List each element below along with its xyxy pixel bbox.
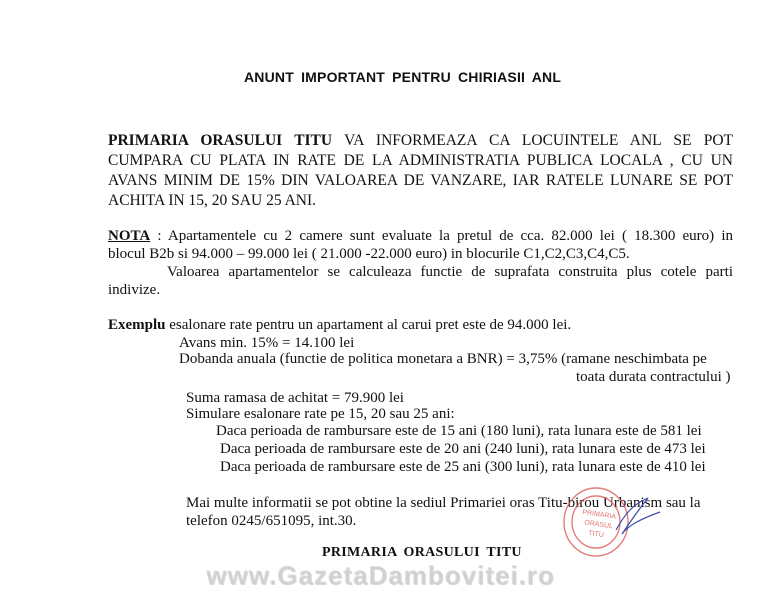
- exemplu-text: esalonare rate pentru un apartament al carui pret este de 94.000 lei.: [165, 317, 572, 333]
- rata-line-20: Daca perioada de rambursare este de 20 ani (240 luni), rata lunara este de 473 lei: [220, 441, 706, 457]
- nota-line4: indivize.: [108, 282, 161, 298]
- stamp-icon: [556, 482, 666, 562]
- nota-line3: Valoarea apartamentelor se calculeaza functie de suprafata construita plus cotele parti: [167, 264, 733, 280]
- exemplu-label: Exemplu: [108, 317, 166, 333]
- dobanda-line2: toata durata contractului ): [576, 369, 731, 385]
- info-line2: telefon 0245/651095, int.30.: [186, 513, 357, 529]
- intro-line3: AVANS MINIM DE 15% DIN VALOAREA DE VANZARE, IAR RATELE LUNARE SE POT: [108, 172, 733, 189]
- intro-paragraph: [108, 131, 733, 211]
- nota-line2: blocul B2b si 94.000 – 99.000 lei ( 21.000 -22.000 euro) in blocurile C1,C2,C3,C4,C5.: [108, 246, 630, 262]
- nota-line1: : Apartamentele cu 2 camere sunt evaluate la pretul de cca. 82.000 lei ( 18.300 euro) in: [150, 228, 733, 244]
- exemplu-line: [108, 316, 571, 334]
- nota-label: NOTA: [108, 228, 151, 244]
- intro-bold-lead: PRIMARIA ORASULUI TITU: [108, 132, 333, 149]
- svg-text:TITU: TITU: [587, 529, 605, 540]
- nota-paragraph: [108, 227, 733, 299]
- rata-line-15: Daca perioada de rambursare este de 15 ani (180 luni), rata lunara este de 581 lei: [216, 423, 702, 439]
- footer-signature: PRIMARIA ORASULUI TITU: [322, 545, 522, 560]
- intro-line2: CUMPARA CU PLATA IN RATE DE LA ADMINISTRATIA PUBLICA LOCALA , CU UN: [108, 152, 733, 169]
- dobanda-line: Dobanda anuala (functie de politica monetara a BNR) = 3,75% (ramane neschimbata pe: [179, 351, 707, 367]
- rata-line-25: Daca perioada de rambursare este de 25 ani (300 luni), rata lunara este de 410 lei: [220, 459, 706, 475]
- svg-text:PRIMARIA: PRIMARIA: [581, 509, 617, 521]
- watermark: www.GazetaDambovitei.ro: [206, 560, 555, 590]
- svg-text:ORASUL: ORASUL: [583, 519, 614, 531]
- page-title: ANUNT IMPORTANT PENTRU CHIRIASII ANL: [244, 69, 562, 85]
- suma-line: Suma ramasa de achitat = 79.900 lei: [186, 390, 404, 406]
- simulare-line: Simulare esalonare rate pe 15, 20 sau 25 ani:: [186, 406, 455, 422]
- intro-line1: VA INFORMEAZA CA LOCUINTELE ANL SE POT: [332, 132, 734, 149]
- info-line1: Mai multe informatii se pot obtine la sediul Primariei oras Titu-birou Urbanism sau la: [186, 495, 701, 511]
- intro-line4: ACHITA IN 15, 20 SAU 25 ANI.: [108, 192, 317, 209]
- avans-line: Avans min. 15% = 14.100 lei: [179, 335, 355, 351]
